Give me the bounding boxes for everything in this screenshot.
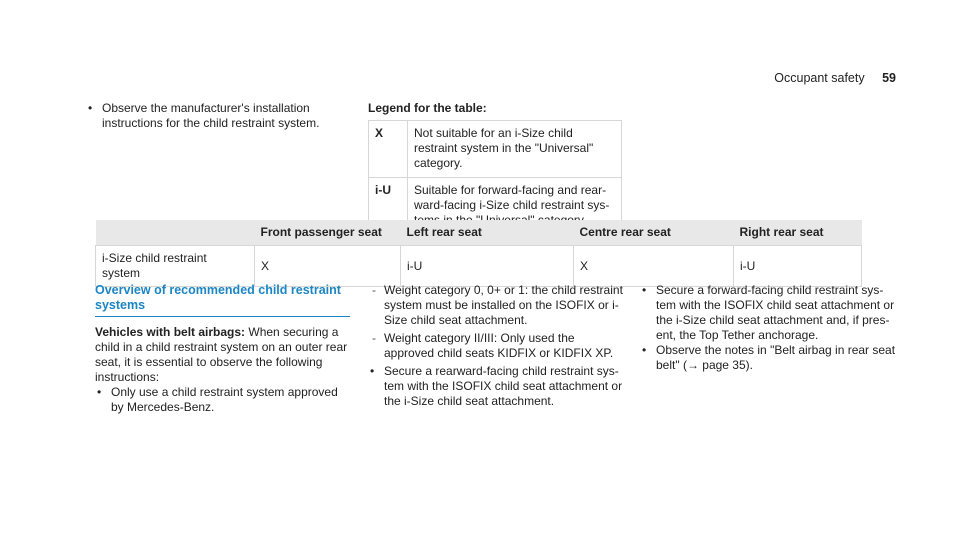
dash-weight-category-0: - Weight category 0, 0+ or 1: the child restraint system must be installed on the ISOFIX or i-Size child seat attachment. <box>368 283 626 328</box>
bullet-approved-systems: • Only use a child restraint system approved by Mercedes-Benz. <box>95 385 350 415</box>
bullet-forward-facing: • Secure a forward-facing child restraint sys-tem with the ISOFIX child seat attachment or the i-Size child seat attachment and, if pres-ent, the Top Tether anchorage. <box>640 283 902 343</box>
overview-column-1 <box>95 283 350 415</box>
weight-category-list <box>368 283 626 361</box>
legend-table <box>368 120 622 235</box>
header-left-rear-seat: Left rear seat <box>401 220 574 246</box>
intro-label: Vehicles with belt airbags: <box>95 325 246 339</box>
legend-symbol: X <box>369 121 408 178</box>
overview-heading: Overview of recommended child restraint systems <box>95 283 350 317</box>
header-centre-rear-seat: Centre rear seat <box>574 220 734 246</box>
top-instructions <box>86 101 348 131</box>
legend-description: Not suitable for an i-Size child restraint system in the "Universal" category. <box>408 121 622 178</box>
row-label: i-Size child restraint system <box>96 246 255 287</box>
bullet-belt-airbag-notes: • Observe the notes in "Belt airbag in rear seat belt" (→ page 35). <box>640 343 902 373</box>
header-right-rear-seat: Right rear seat <box>734 220 862 246</box>
overview-bullets-3 <box>640 283 902 373</box>
overview-column-3 <box>640 283 902 373</box>
cell-centre-rear: X <box>574 246 734 287</box>
intro-paragraph <box>95 325 350 385</box>
section-title: Occupant safety <box>774 71 865 85</box>
bullet-observe-manufacturer: • Observe the manufacturer's installation instructions for the child restraint system. <box>86 101 348 131</box>
cell-front-passenger: X <box>255 246 401 287</box>
overview-bullets-2 <box>368 364 626 409</box>
seat-suitability-table <box>95 220 862 287</box>
page-header <box>774 71 896 86</box>
cell-left-rear: i-U <box>401 246 574 287</box>
intro-text: When securing a child in a child restraint system on an outer rear seat, it is essential to observe the following instructions: <box>95 325 348 384</box>
header-blank <box>96 220 255 246</box>
bullet-rearward-facing: • Secure a rearward-facing child restraint sys-tem with the ISOFIX child seat attachment or the i-Size child seat attachment. <box>368 364 626 409</box>
legend-symbol: i-U <box>369 178 408 235</box>
page-number: 59 <box>882 71 896 85</box>
header-front-passenger-seat: Front passenger seat <box>255 220 401 246</box>
legend-title: Legend for the table: <box>368 101 487 115</box>
cell-right-rear: i-U <box>734 246 862 287</box>
legend-row <box>369 121 622 178</box>
overview-column-2 <box>368 283 626 409</box>
table-row <box>96 246 862 287</box>
dash-weight-category-2-3: - Weight category II/III: Only used the approved child seats KIDFIX or KIDFIX XP. <box>368 331 626 361</box>
legend <box>368 101 622 235</box>
legend-description: Suitable for forward-facing and rear-ward-facing i-Size child restraint sys- <box>408 178 622 235</box>
table-header-row <box>96 220 862 246</box>
overview-bullets-1 <box>95 385 350 415</box>
